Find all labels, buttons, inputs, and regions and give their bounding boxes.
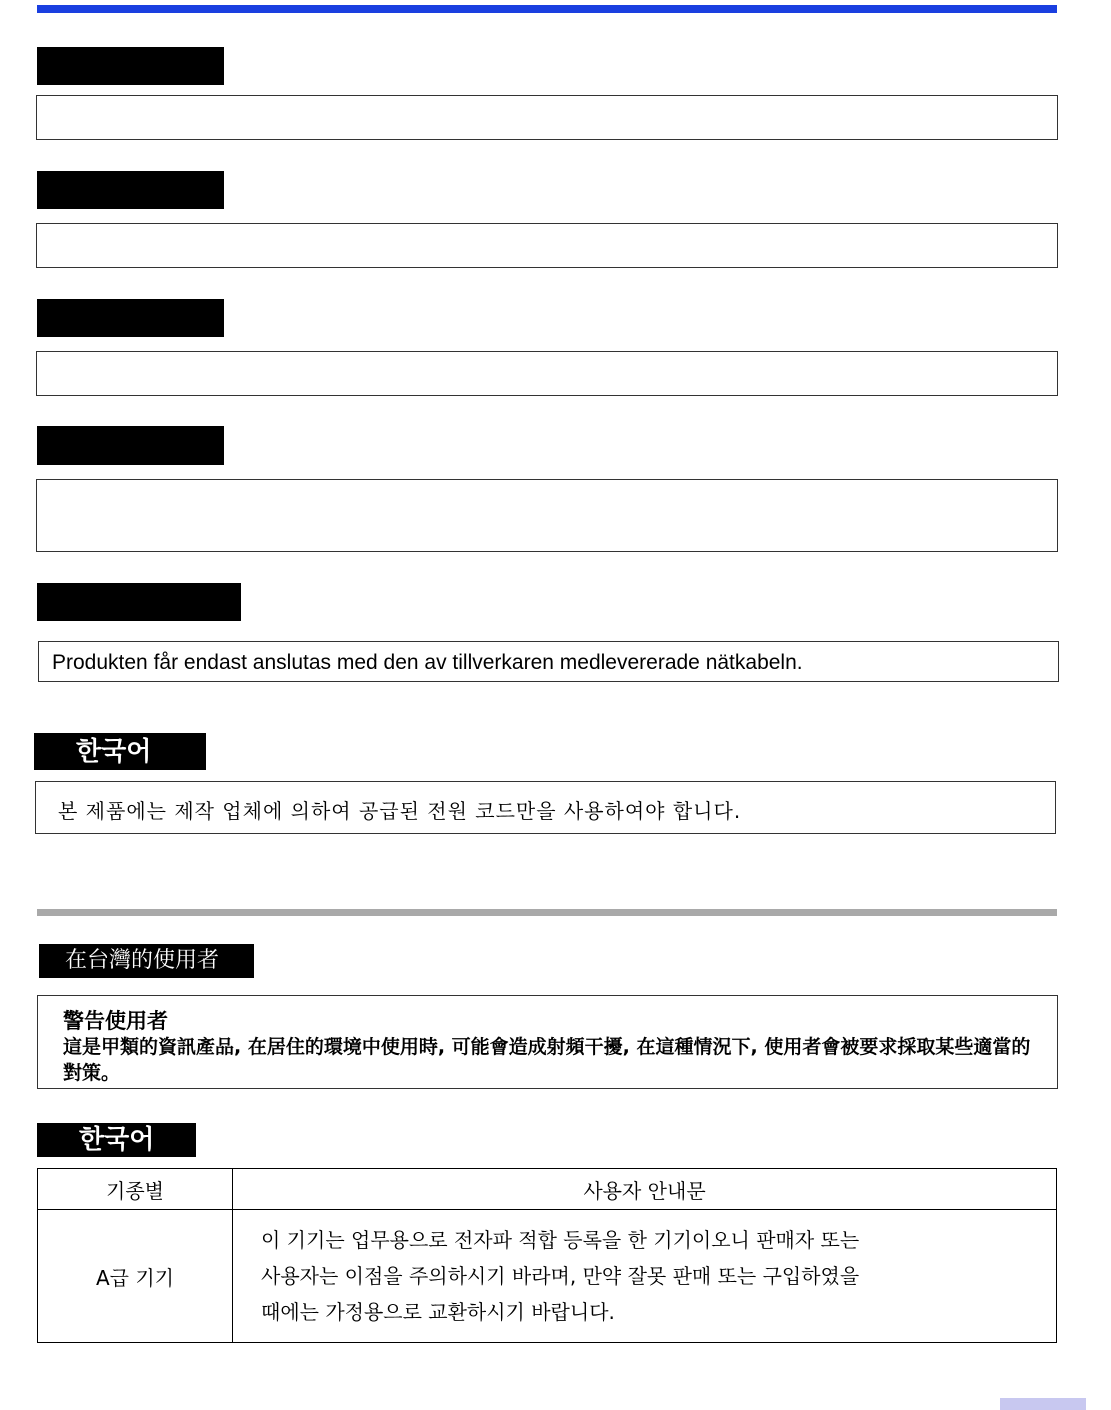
section-tab-swedish [37, 583, 241, 621]
device-class-cell: A급 기기 [38, 1210, 233, 1343]
taiwan-warning-box [37, 995, 1058, 1089]
korean-emc-notice-table [37, 1168, 1057, 1343]
user-notice-cell [233, 1210, 1057, 1343]
section-tab-korean-1: 한국어 [34, 733, 206, 770]
notice-line-3: 때에는 가정용으로 교환하시기 바랍니다. [261, 1300, 615, 1324]
section-tab-korean-2: 한국어 [37, 1123, 196, 1157]
page-marker [1000, 1398, 1086, 1410]
top-blue-rule [37, 5, 1057, 13]
korean-power-cord-notice-text: 본 제품에는 제작 업체에 의하여 공급된 전원 코드만을 사용하여야 합니다. [58, 799, 742, 823]
taiwan-warning-title: 警告使用者 [63, 1009, 168, 1033]
section-tab-3 [37, 299, 224, 337]
section-box-1 [36, 95, 1058, 140]
section-tab-1 [37, 47, 224, 85]
taiwan-warning-body: 這是甲類的資訊產品, 在居住的環境中使用時, 可能會造成射頻干擾, 在這種情況下, 使用者會被要求採取某些適當的對策。 [63, 1036, 1031, 1084]
section-box-4 [36, 479, 1058, 552]
swedish-notice-text: Produkten får endast anslutas med den av tillverkaren medlevererade nätkabeln. [52, 651, 803, 674]
notice-line-1: 이 기기는 업무용으로 전자파 적합 등록을 한 기기이오니 판매자 또는 [261, 1228, 860, 1252]
section-divider-rule [37, 909, 1057, 916]
korean-power-cord-notice-box [35, 781, 1056, 834]
section-tab-4 [37, 426, 224, 465]
swedish-notice-box [38, 641, 1059, 682]
table-header-row [38, 1169, 1057, 1210]
notice-line-2: 사용자는 이점을 주의하시기 바라며, 만약 잘못 판매 또는 구입하였을 [261, 1264, 860, 1288]
section-tab-2 [37, 171, 224, 209]
section-box-3 [36, 351, 1058, 396]
header-device-class: 기종별 [38, 1169, 233, 1210]
section-tab-taiwan: 在台灣的使用者 [39, 944, 254, 978]
table-row [38, 1210, 1057, 1343]
header-user-notice: 사용자 안내문 [233, 1169, 1057, 1210]
section-box-2 [36, 223, 1058, 268]
